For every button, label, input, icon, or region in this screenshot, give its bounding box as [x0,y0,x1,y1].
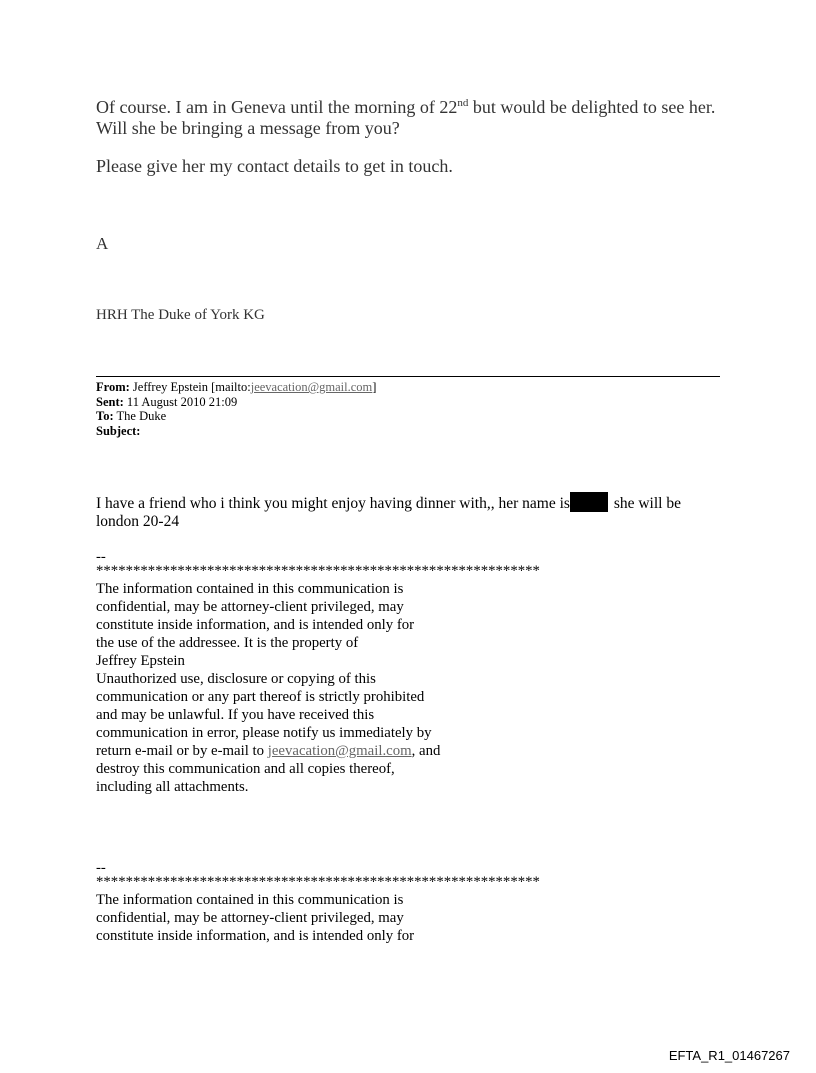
disclaimer-line: The information contained in this communication is [96,581,404,597]
disclaimer-line: communication in error, please notify us immediately by [96,725,432,741]
document-id: EFTA_R1_01467267 [668,1048,790,1063]
disclaimer-line: Jeffrey Epstein [96,653,185,669]
ordinal-suffix: nd [457,97,469,109]
reply-text-start: Of course. I am in Geneva until the morning of 22 [96,97,458,117]
disclaimer-line: Unauthorized use, disclosure or copying of this [96,671,376,687]
header-divider [96,376,720,377]
disclaimer-line: including all attachments. [96,779,249,795]
disclaimer-line: communication or any part thereof is strictly prohibited [96,689,425,705]
from-name: Jeffrey Epstein [mailto: [129,380,251,394]
sent-label: Sent: [96,394,124,409]
subject-label: Subject: [96,423,141,438]
disclaimer-line: confidential, may be attorney-client privileged, may [96,599,404,615]
signature-dashes: -- [96,549,106,565]
disclaimer-return-line [96,742,596,760]
disclaimer-line: the use of the addressee. It is the property of [96,635,359,651]
forwarded-email-header [96,380,376,438]
reply-paragraph-1 [96,97,736,139]
star-separator: ************************************************************ [96,563,540,579]
from-row [96,380,376,395]
from-email-link[interactable]: jeevacation@gmail.com [250,380,373,394]
reply-initial: A [96,234,109,253]
disclaimer-line: confidential, may be attorney-client privileged, may [96,910,404,926]
disclaimer-line: The information contained in this communication is [96,892,404,908]
return-email-link[interactable]: jeevacation@gmail.com [267,743,412,759]
redaction-box [570,492,608,512]
to-label: To: [96,409,114,423]
reply-paragraph-2: Please give her my contact details to get in touch. [96,156,453,176]
forwarded-message-body [96,492,716,531]
to-row [96,409,376,424]
return-suffix: , and [411,743,441,759]
from-close: ] [372,380,377,394]
star-separator: ************************************************************ [96,874,540,890]
disclaimer-line: constitute inside information, and is intended only for [96,928,415,944]
sent-row [96,395,376,410]
reply-signature: HRH The Duke of York KG [96,307,265,323]
disclaimer-line: destroy this communication and all copies thereof, [96,761,395,777]
message-text-after: she will be london 20-24 [96,495,681,530]
return-prefix: return e-mail or by e-mail to [96,743,268,759]
signature-dashes: -- [96,860,106,876]
disclaimer-block-2 [96,859,596,945]
from-label: From: [96,380,130,394]
disclaimer-line: constitute inside information, and is intended only for [96,617,415,633]
disclaimer-block-1 [96,548,596,796]
sent-value: 11 August 2010 21:09 [123,394,238,409]
reply-text-end: but would be delighted to see her. Will she be bringing a message from you? [96,97,716,138]
to-value: The Duke [113,409,167,423]
disclaimer-line: and may be unlawful. If you have received this [96,707,375,723]
message-text-before: I have a friend who i think you might enjoy having dinner with,, her name is [96,495,570,512]
subject-row [96,424,376,439]
